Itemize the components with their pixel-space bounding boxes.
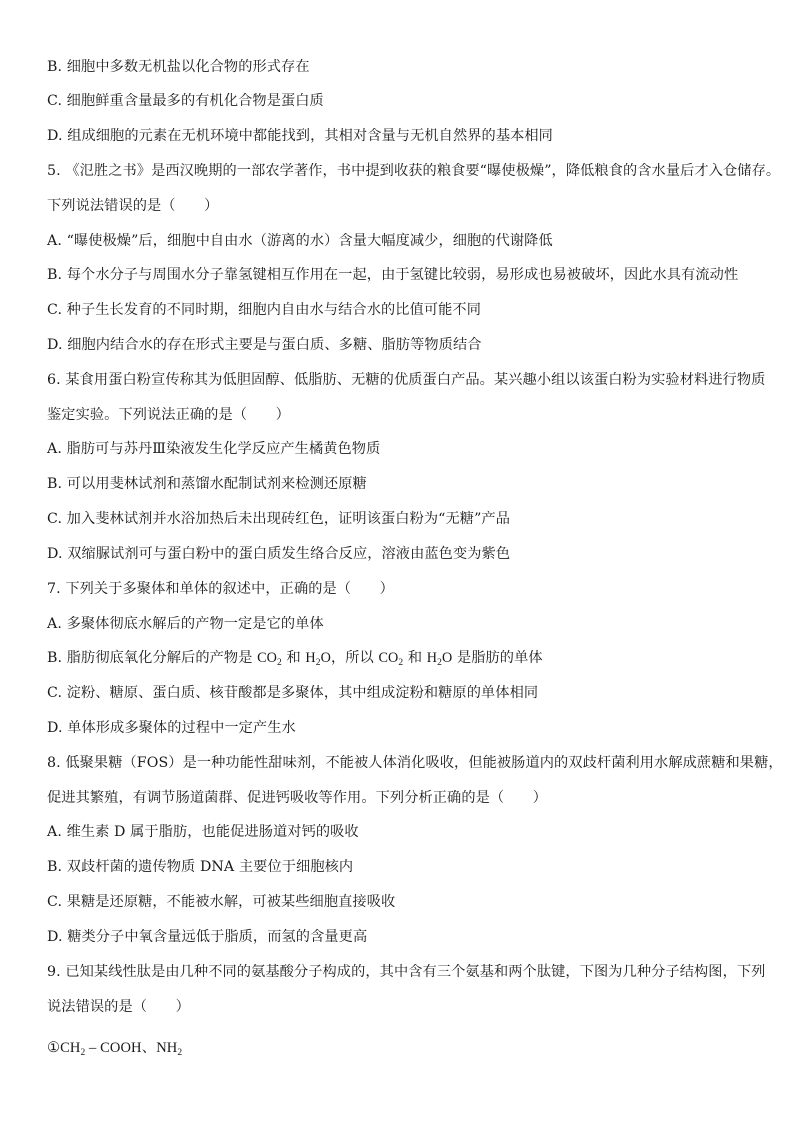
option-d: D. 双缩脲试剂可与蛋白粉中的蛋白质发生络合反应，溶液由蓝色变为紫色: [47, 546, 511, 562]
formula-h2o: $H_2O$: [426, 650, 453, 668]
question-7-stem: 7. 下列关于多聚体和单体的叙述中，正确的是（ ）: [47, 581, 394, 597]
text-line: 下列说法错误的是（ ）: [47, 198, 219, 214]
option-b: B. 每个水分子与周围水分子靠氢键相互作用在一起，由于氢键比较弱，易形成也易被破坏，因此水具有流动性: [47, 267, 739, 283]
question-6-stem: 6. 某食用蛋白粉宣传称其为低胆固醇、低脂肪、无糖的优质蛋白产品。某兴趣小组以该蛋白粉为实验材料进行物质: [47, 372, 766, 388]
text-line: D. 组成细胞的元素在无机环境中都能找到，其相对含量与无机自然界的基本相同: [47, 128, 553, 144]
option-c: C. 种子生长发育的不同时期，细胞内自由水与结合水的比值可能不同: [47, 302, 482, 318]
option-a: A. 维生素 D 属于脂肪，也能促进肠道对钙的吸收: [47, 824, 359, 840]
formula-co2: $CO_2$: [378, 650, 404, 668]
text-line: C. 细胞鲜重含量最多的有机化合物是蛋白质: [47, 93, 324, 109]
option-d: D. 单体形成多聚体的过程中一定产生水: [47, 720, 296, 736]
option-c: C. 果糖是还原糖，不能被水解，可被某些细胞直接吸收: [47, 894, 396, 910]
text-line: B. 细胞中多数无机盐以化合物的形式存在: [47, 59, 310, 75]
option-d: D. 糖类分子中氧含量远低于脂质，而氢的含量更高: [47, 929, 368, 945]
formula-h2o: $H_2O$: [305, 650, 331, 668]
formula-co2: $CO_2$: [257, 650, 282, 668]
option-b: B. 脂肪彻底氧化分解后的产物是 $CO_2$ 和 $H_2O$，所以 $CO_2$ 和 $H_2O$ 是脂肪的单体: [47, 650, 543, 668]
option-a: A. 脂肪可与苏丹Ⅲ染液发生化学反应产生橘黄色物质: [47, 441, 381, 457]
option-b: B. 双歧杆菌的遗传物质 DNA 主要位于细胞核内: [47, 859, 354, 875]
option-c: C. 淀粉、糖原、蛋白质、核苷酸都是多聚体，其中组成淀粉和糖原的单体相同: [47, 685, 539, 701]
text-line: 说法错误的是（ ）: [47, 999, 190, 1015]
option-d: D. 细胞内结合水的存在形式主要是与蛋白质、多糖、脂肪等物质结合: [47, 337, 482, 353]
question-9-stem: 9. 已知某线性肽是由几种不同的氨基酸分子构成的，其中含有三个氨基和两个肽键，下图为几种分子结构图，下列: [47, 964, 766, 980]
question-5-stem: 5. 《氾胜之书》是西汉晚期的一部农学著作，书中提到收获的粮食要“曝使极燥”，降低粮食的含水量后才入仓储存。: [47, 163, 781, 179]
option-c: C. 加入斐林试剂并水浴加热后未出现砖红色，证明该蛋白粉为“无糖”产品: [47, 511, 511, 527]
option-a: A. 多聚体彻底水解后的产物一定是它的单体: [47, 616, 324, 632]
question-8-stem: 8. 低聚果糖（FOS）是一种功能性甜味剂，不能被人体消化吸收，但能被肠道内的双歧杆菌利用水解成蔗糖和果糖，: [47, 755, 783, 771]
option-a: A. “曝使极燥”后，细胞中自由水（游离的水）含量大幅度减少，细胞的代谢降低: [47, 233, 553, 249]
text-line: 鉴定实验。下列说法正确的是（ ）: [47, 407, 290, 423]
text-line: 促进其繁殖，有调节肠道菌群、促进钙吸收等作用。下列分析正确的是（ ）: [47, 790, 548, 806]
option-b: B. 可以用斐林试剂和蒸馏水配制试剂来检测还原糖: [47, 476, 367, 492]
structure-formula-1: $①CH_2$ – COOH、$NH_2$: [47, 1040, 183, 1058]
